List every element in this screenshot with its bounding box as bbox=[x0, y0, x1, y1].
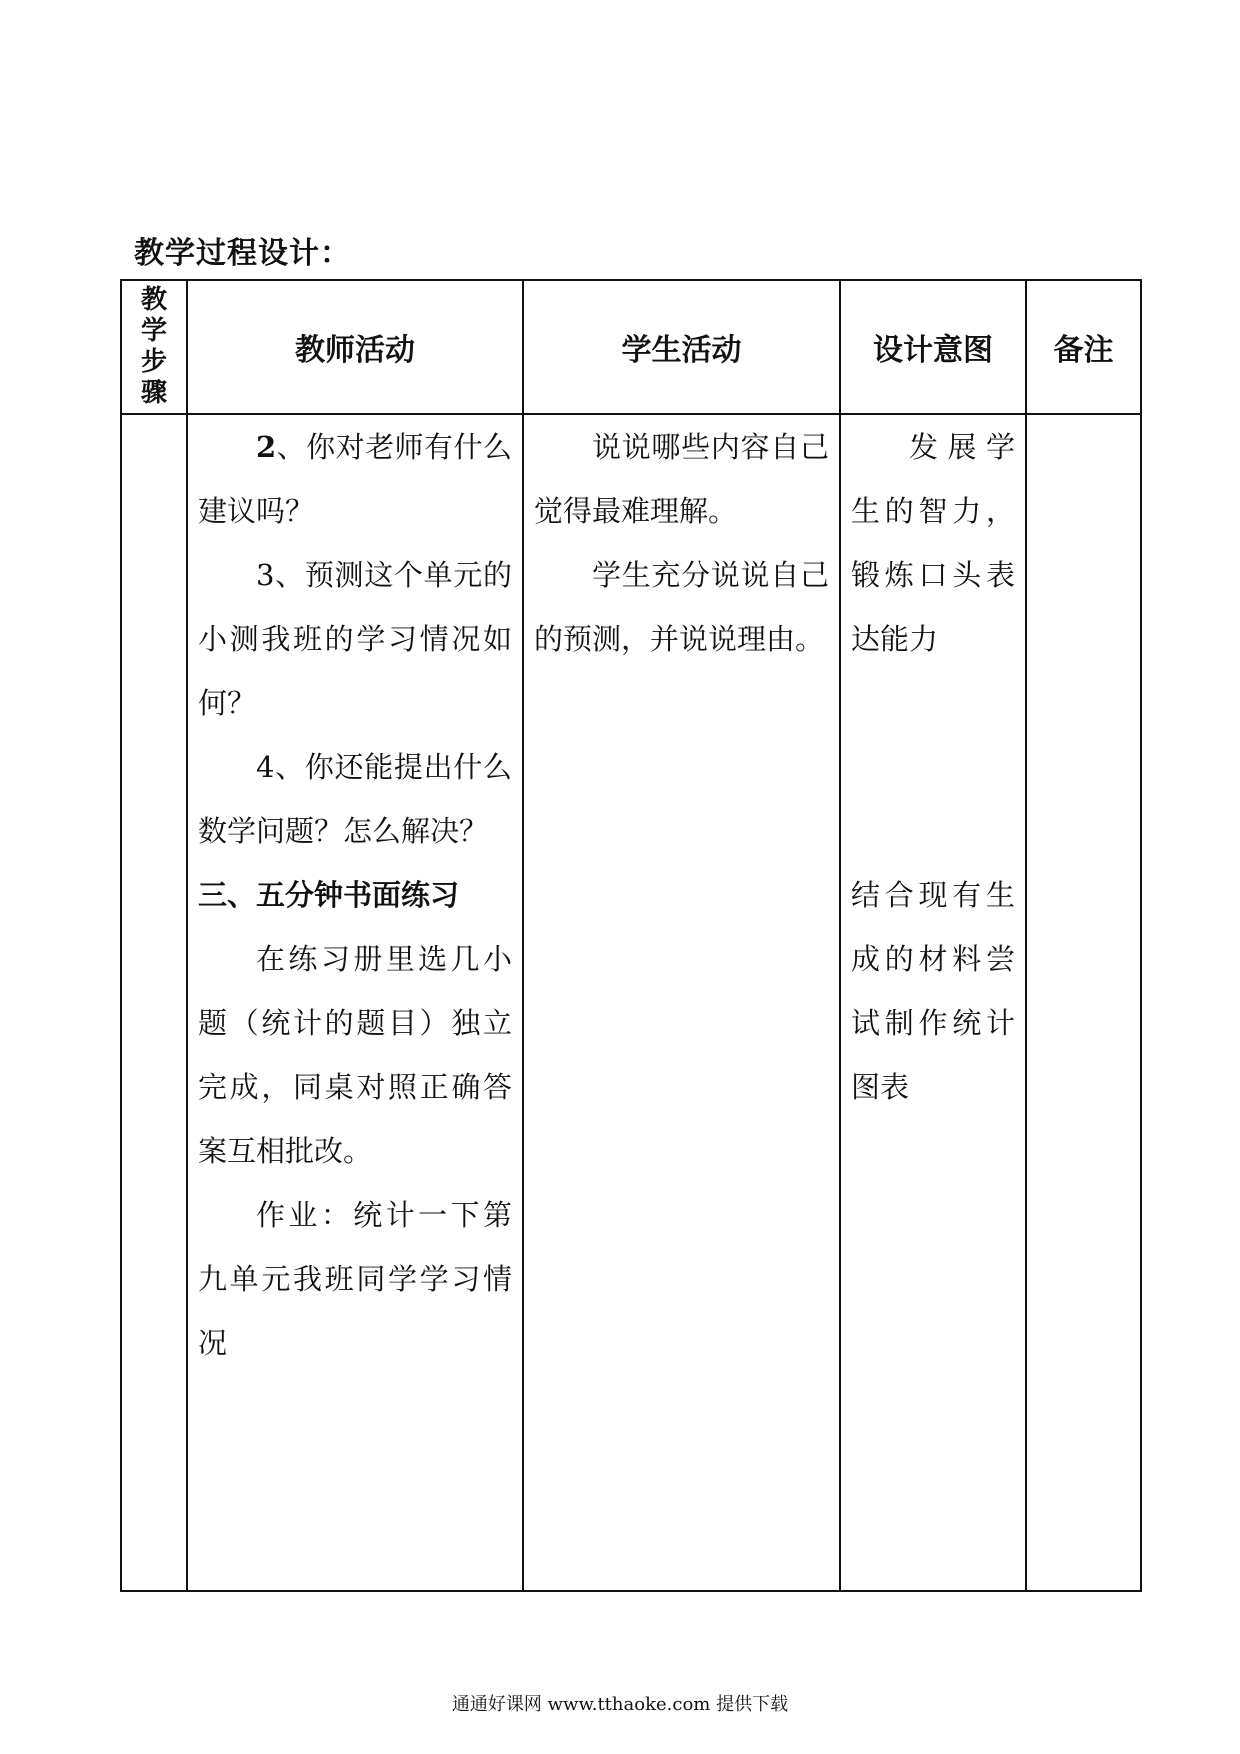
student-activity-cell bbox=[523, 414, 840, 1591]
student-p2: 学生充分说说自己的预测，并说说理由。 bbox=[534, 558, 829, 656]
header-steps bbox=[121, 280, 187, 414]
header-teacher-activity: 教师活动 bbox=[187, 280, 523, 414]
teacher-item-2: 2、你对老师有什么建议吗？ bbox=[198, 430, 512, 528]
header-row bbox=[121, 280, 1141, 414]
header-step-char: 学 bbox=[140, 316, 167, 346]
teacher-item-4: 4、你还能提出什么数学问题？怎么解决？ bbox=[198, 750, 512, 848]
header-step-char: 步 bbox=[140, 347, 167, 377]
header-step-char: 教 bbox=[140, 285, 167, 315]
header-student-activity: 学生活动 bbox=[523, 280, 840, 414]
teaching-process-table bbox=[120, 279, 1142, 1592]
header-step-char: 骤 bbox=[140, 378, 167, 408]
teacher-activity-cell bbox=[187, 414, 523, 1591]
teacher-item-3: 3、预测这个单元的小测我班的学习情况如何？ bbox=[198, 558, 512, 720]
intent-p1: 发展学生的智力，锻炼口头表达能力 bbox=[851, 430, 1015, 656]
remarks-cell bbox=[1026, 414, 1141, 1591]
teacher-section-3-title: 三、五分钟书面练习 bbox=[198, 878, 460, 912]
teacher-homework: 作业：统计一下第九单元我班同学学习情况 bbox=[198, 1198, 512, 1360]
header-remarks: 备注 bbox=[1026, 280, 1141, 414]
steps-cell bbox=[121, 414, 187, 1591]
content-row bbox=[121, 414, 1141, 1591]
teacher-practice: 在练习册里选几小题（统计的题目）独立完成，同桌对照正确答案互相批改。 bbox=[198, 942, 512, 1168]
student-p1: 说说哪些内容自己觉得最难理解。 bbox=[534, 430, 829, 528]
design-intent-cell bbox=[840, 414, 1026, 1591]
intent-p2: 结合现有生成的材料尝试制作统计图表 bbox=[851, 878, 1015, 1104]
section-title: 教学过程设计： bbox=[134, 236, 351, 271]
footer-source: 通通好课网 www.tthaoke.com 提供下载 bbox=[451, 1694, 789, 1715]
header-design-intent: 设计意图 bbox=[840, 280, 1026, 414]
